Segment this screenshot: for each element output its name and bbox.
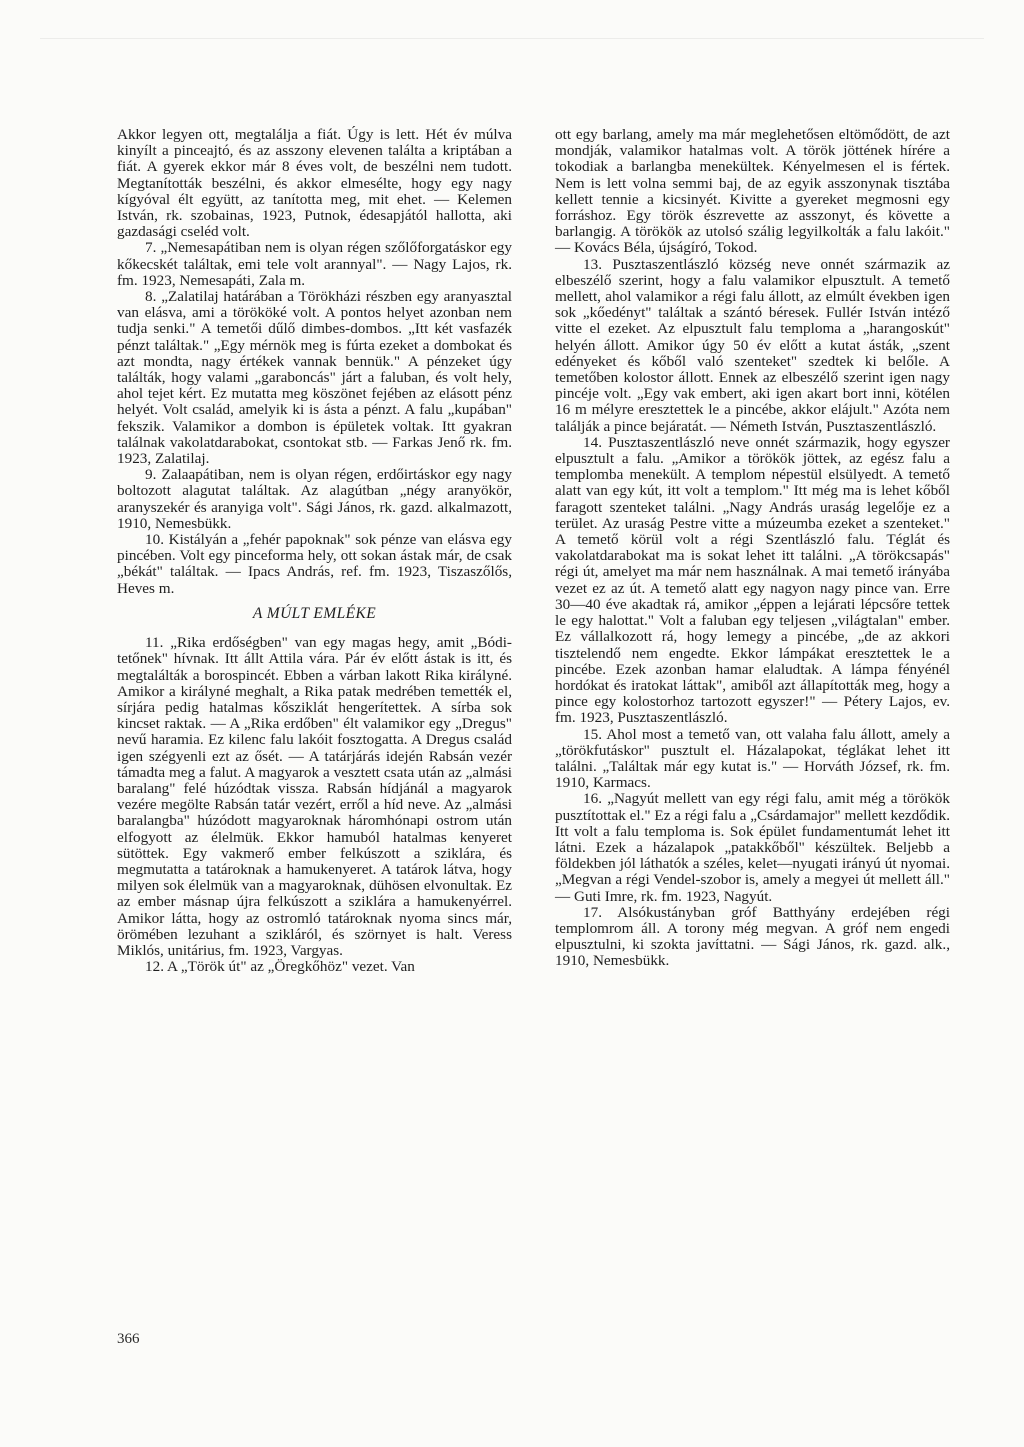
paragraph-item-12-continued: ott egy barlang, amely ma már meglehetősen eltömődött, de azt mondják, valamikor hatalmas volt. A török jöttének hírére a tokodiak a barlangba menekültek. Kényelmesen el is fértek. Nem is lett volna semmi baj, de az egyik asszonynak tisztába kellett tennie a kicsinyét. Kivitte a gyereket megmosni egy forráshoz. Egy török észrevette az asszonyt, és követte a barlangig. A törökök az utolsó szálig legyilkolták a falu lakóit." — Kovács Béla, újságíró, Tokod. [555,126,950,257]
scan-edge-line [40,38,984,39]
paragraph-item-14: 14. Pusztaszentlászló neve onnét származik, hogy egyszer elpusztult a falu. „Amikor a törökök jöttek, az egész falu a templomba menekült. A templom népestül elsülyedt. A temető alatt van egy kút, itt volt a templom." Itt még ma is lehet kőből faragott szenteket találni. „Nagy András uraság legelője ez a terület. Az uraság Pestre vitte a múzeumba ezeket a szenteket." A temető körül volt a régi Szentlászló falu. Téglát és vakolatdarabokat ma is sokat lehet itt találni. „A törökcsapás" régi út, amelyet ma már nem használnak. A mai temető irányába vezet ez az út. A temető alatt egy nagyon nagy pince van. Erre 30—40 éve akadtak rá, amikor „éppen a lejárati lépcsőre tettek le egy halottat." Volt a faluban egy teljesen „világtalan" ember. Ez vállalkozott rá, hogy lemegy a pincébe, „de az akkori tisztelendő nem engedte. Ekkor lámpákat eresztettek le a pincébe. Ezek azonban hamar elaludtak. A lámpa fényénél hordókat és iratokat láttak", amiből azt állapították meg, hogy a pince egy kolostorhoz tartozott egyszer!" — Pétery Lajos, ev. fm. 1923, Pusztaszentlászló. [555,433,950,727]
left-column [117,127,512,975]
paragraph-item-17: 17. Alsókustányban gróf Batthyány erdejében régi templomrom áll. A torony még megvan. A gróf nem engedi elpusztulni, ki szokta javíttatni. — Sági János, rk. gazd. alk., 1910, Nemesbükk. [555,903,950,970]
paragraph-item-9: 9. Zalaapátiban, nem is olyan régen, erdőirtáskor egy nagy boltozott alagutat találtak. Az alagútban „négy aranyökör, aranyszekér és aranyiga volt". Sági János, rk. gazd. alkalmazott, 1910, Nemesbükk. [117,466,512,532]
paragraph-item-15: 15. Ahol most a temető van, ott valaha falu állott, amely a „törökfutáskor" pusztult el. Házalapokat, téglákat lehet itt találni. „Találtak már egy kutat is." — Horváth József, rk. fm. 1910, Karmacs. [555,725,950,792]
right-column [555,127,950,970]
paragraph-item-7: 7. „Nemesapátiban nem is olyan régen szőlőforgatáskor egy kőkecskét találtak, emi tele volt arannyal". — Nagy Lajos, rk. fm. 1923, Nemesapáti, Zala m. [117,239,512,289]
paragraph-continuation: Akkor legyen ott, megtalálja a fiát. Úgy is lett. Hét év múlva kinyílt a pinceajtó, és az asszony elevenen találta a kriptában a fiát. A gyerek ekkor már 8 éves volt, de beszélni nem tudott. Megtanították beszélni, és akkor elmesélte, hogy egy nagy kígyóval élt együtt, az tanította meg, mit ehet. — Kelemen István, rk. szobainas, 1923, Putnok, édesapjától hallotta, aki gazdasági cseléd volt. [117,126,512,241]
paragraph-item-13: 13. Pusztaszentlászló község neve onnét származik az elbeszélő szerint, hogy a falu valamikor elpusztult. A temető mellett, ahol valamikor a régi falu állott, az elmúlt években igen sok „kőedényt" találtak a szántó béresek. Fullér István intéző vitte el ezeket. Az elpusztult falu temploma a „harangoskút" helyén állott. Amikor úgy 50 év előtt a kutat ásták, „szent edényeket és kőből való szenteket" szedtek ki belőle. A temetőben kolostor állott. Ennek az elbeszélő szerint igen nagy pincéje volt. „Egy vak embert, aki igen akart bort inni, kötélen 16 m mélyre eresztettek le a pincébe, akkor elájult." Azóta nem találják a pince bejáratát. — Németh István, Pusztaszentlászló. [555,255,950,435]
paragraph-item-11: 11. „Rika erdőségben" van egy magas hegy, amit „Bódi-tetőnek" hívnak. Itt állt Attila vára. Pár év előtt ástak is itt, és megtalálták a borospincét. Ebben a várban lakott Rika királyné. Amikor a királyné meghalt, a Rika patak medrében temették el, sírjára pedig hatalmas kősziklát hengerítettek. A sírba sok kincset raktak. — A „Rika erdőben" élt valamikor egy „Dregus" nevű haramia. Ez kilenc falu lakóit fosztogatta. A Dregus család igen szégyenli ezt az ősét. — A tatárjárás idején Rabsán vezér támadta meg a falut. A magyarok a vesztett csata után az „almási baralang" felé húzódtak vissza. Rabsán hídjánál a magyarok vezére megölte Rabsán tatár vezért, erről a híd neve. Az „almási baralangba" húzódott magyaroknak háromhónapi ostrom után elfogyott az élelmük. Ekkor hamuból hatalmas kenyeret sütöttek. Egy vakmerő ember felkúszott a sziklára, és megmutatta a tatároknak a hamukenyeret. A tatárok látva, hogy milyen sok élelmük van a magyaroknak, dühösen elvonultak. Ez az ember másnap újra felkúszott a sziklára a hamukenyérrel. Amikor látta, hogy az ostromló tatároknak nyoma sincs már, örömében lezuhant a szikláról, és szörnyet is halt. Veress Miklós, unitárius, fm. 1923, Vargyas. [117,634,512,959]
paragraph-item-10: 10. Kistályán a „fehér papoknak" sok pénze van elásva egy pincében. Volt egy pinceforma hely, ott sokan ástak már, de csak „békát" találtak. — Ipacs András, ref. fm. 1923, Tiszaszőlős, Heves m. [117,531,512,597]
paragraph-item-12: 12. A „Török út" az „Öregkőhöz" vezet. Van [145,958,415,976]
section-heading: A MÚLT EMLÉKE [252,604,377,622]
page-number: 366 [117,1331,140,1347]
paragraph-item-8: 8. „Zalatilaj határában a Törökházi részben egy aranyasztal van elásva, ami a törököké volt. A pontos helyet azonban nem tudja senki." A temetői dűlő dimbes-dombos. „Itt két vasfazék pénzt találtak." „Egy mérnök meg is fúrta ezeket a dombokat és azt mondta, nagy értékek vannak bennük." A pénzeket úgy találták, hogy valami „garaboncás" járt a faluban, és volt hely, ahol tejet kért. Ez mutatta meg köszönet fejében az elásott pénz helyét. Volt család, amelyik ki is ásta a pénzt. A falu „kupában" fekszik. Valamikor a dombon is épületek voltak. Itt gyakran találnak vakolatdarabokat, csontokat stb. — Farkas Jenő rk. fm. 1923, Zalatilaj. [117,288,512,468]
paragraph-item-16: 16. „Nagyút mellett van egy régi falu, amit még a törökök pusztítottak el." Ez a régi falu a „Csárdamajor" mellett kezdődik. Itt volt a falu temploma is. Sok épület fundamentumát lehet itt látni. Ezek a házalapok „patakkőből" készültek. Beljebb a földekben jól láthatók a széles, kelet—nyugati irányú út nyomai. „Megvan a régi Vendel-szobor is, amely a megyei út mellett áll." — Guti Imre, rk. fm. 1923, Nagyút. [555,790,950,905]
